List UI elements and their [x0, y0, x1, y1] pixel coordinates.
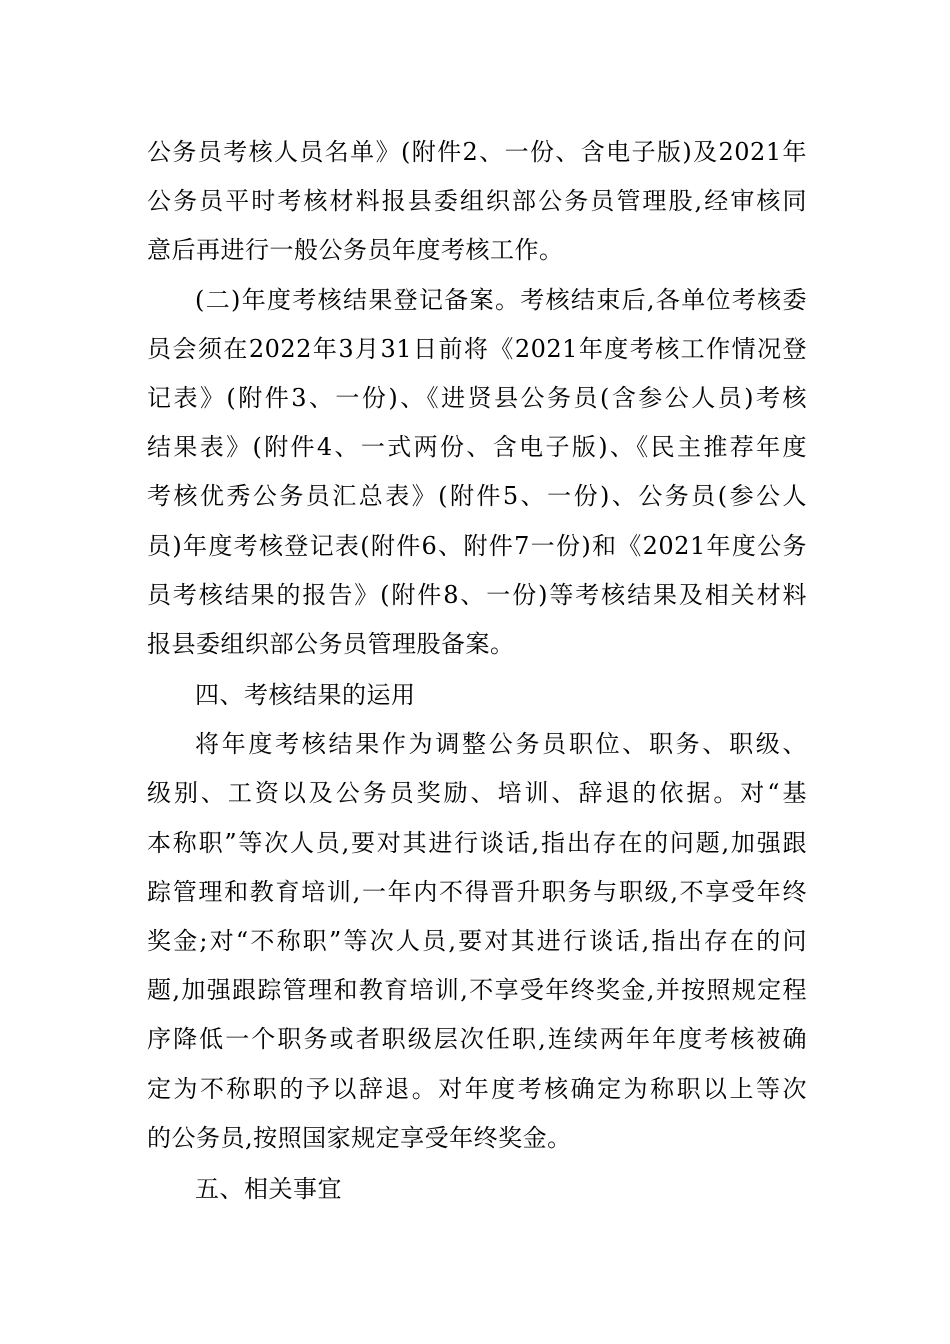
- text-line: 报县委组织部公务员管理股备案。: [147, 629, 515, 658]
- paragraph-start-line: (二)年度考核结果登记备案。考核结束后,各单位考核委: [195, 285, 807, 314]
- text-line: 结果表》(附件4、一式两份、含电子版)、《民主推荐年度: [147, 433, 807, 462]
- document-body: [147, 128, 807, 1214]
- text-line: 踪管理和教育培训,一年内不得晋升职务与职级,不享受年终: [147, 877, 807, 906]
- section-heading: 五、相关事宜: [195, 1174, 342, 1203]
- text-line: 序降低一个职务或者职级层次任职,连续两年年度考核被确: [147, 1025, 807, 1054]
- text-line: 的公务员,按照国家规定享受年终奖金。: [147, 1123, 572, 1152]
- paragraph-start-line: 将年度考核结果作为调整公务员职位、职务、职级、: [195, 730, 807, 759]
- text-line: 级别、工资以及公务员奖励、培训、辞退的依据。对“基: [147, 779, 807, 808]
- text-line: 意后再进行一般公务员年度考核工作。: [147, 236, 564, 265]
- text-line: 奖金;对“不称职”等次人员,要对其进行谈话,指出存在的问: [147, 927, 807, 955]
- text-line: 员会须在2022年3月31日前将《2021年度考核工作情况登: [147, 334, 807, 363]
- text-line: 考核优秀公务员汇总表》(附件5、一份)、公务员(参公人: [147, 482, 807, 511]
- text-line: 记表》(附件3、一份)、《进贤县公务员(含参公人员)考核: [147, 383, 807, 412]
- text-line: 公务员考核人员名单》(附件2、一份、含电子版)及2021年: [147, 138, 807, 166]
- section-heading: 四、考核结果的运用: [195, 681, 416, 710]
- text-line: 本称职”等次人员,要对其进行谈话,指出存在的问题,加强跟: [147, 828, 807, 857]
- text-line: 题,加强跟踪管理和教育培训,不享受年终奖金,并按照规定程: [147, 976, 807, 1005]
- text-line: 公务员平时考核材料报县委组织部公务员管理股,经审核同: [147, 187, 807, 216]
- text-line: 员)年度考核登记表(附件6、附件7一份)和《2021年度公务: [147, 531, 807, 560]
- text-line: 员考核结果的报告》(附件8、一份)等考核结果及相关材料: [147, 580, 807, 609]
- text-line: 定为不称职的予以辞退。对年度考核确定为称职以上等次: [147, 1074, 807, 1103]
